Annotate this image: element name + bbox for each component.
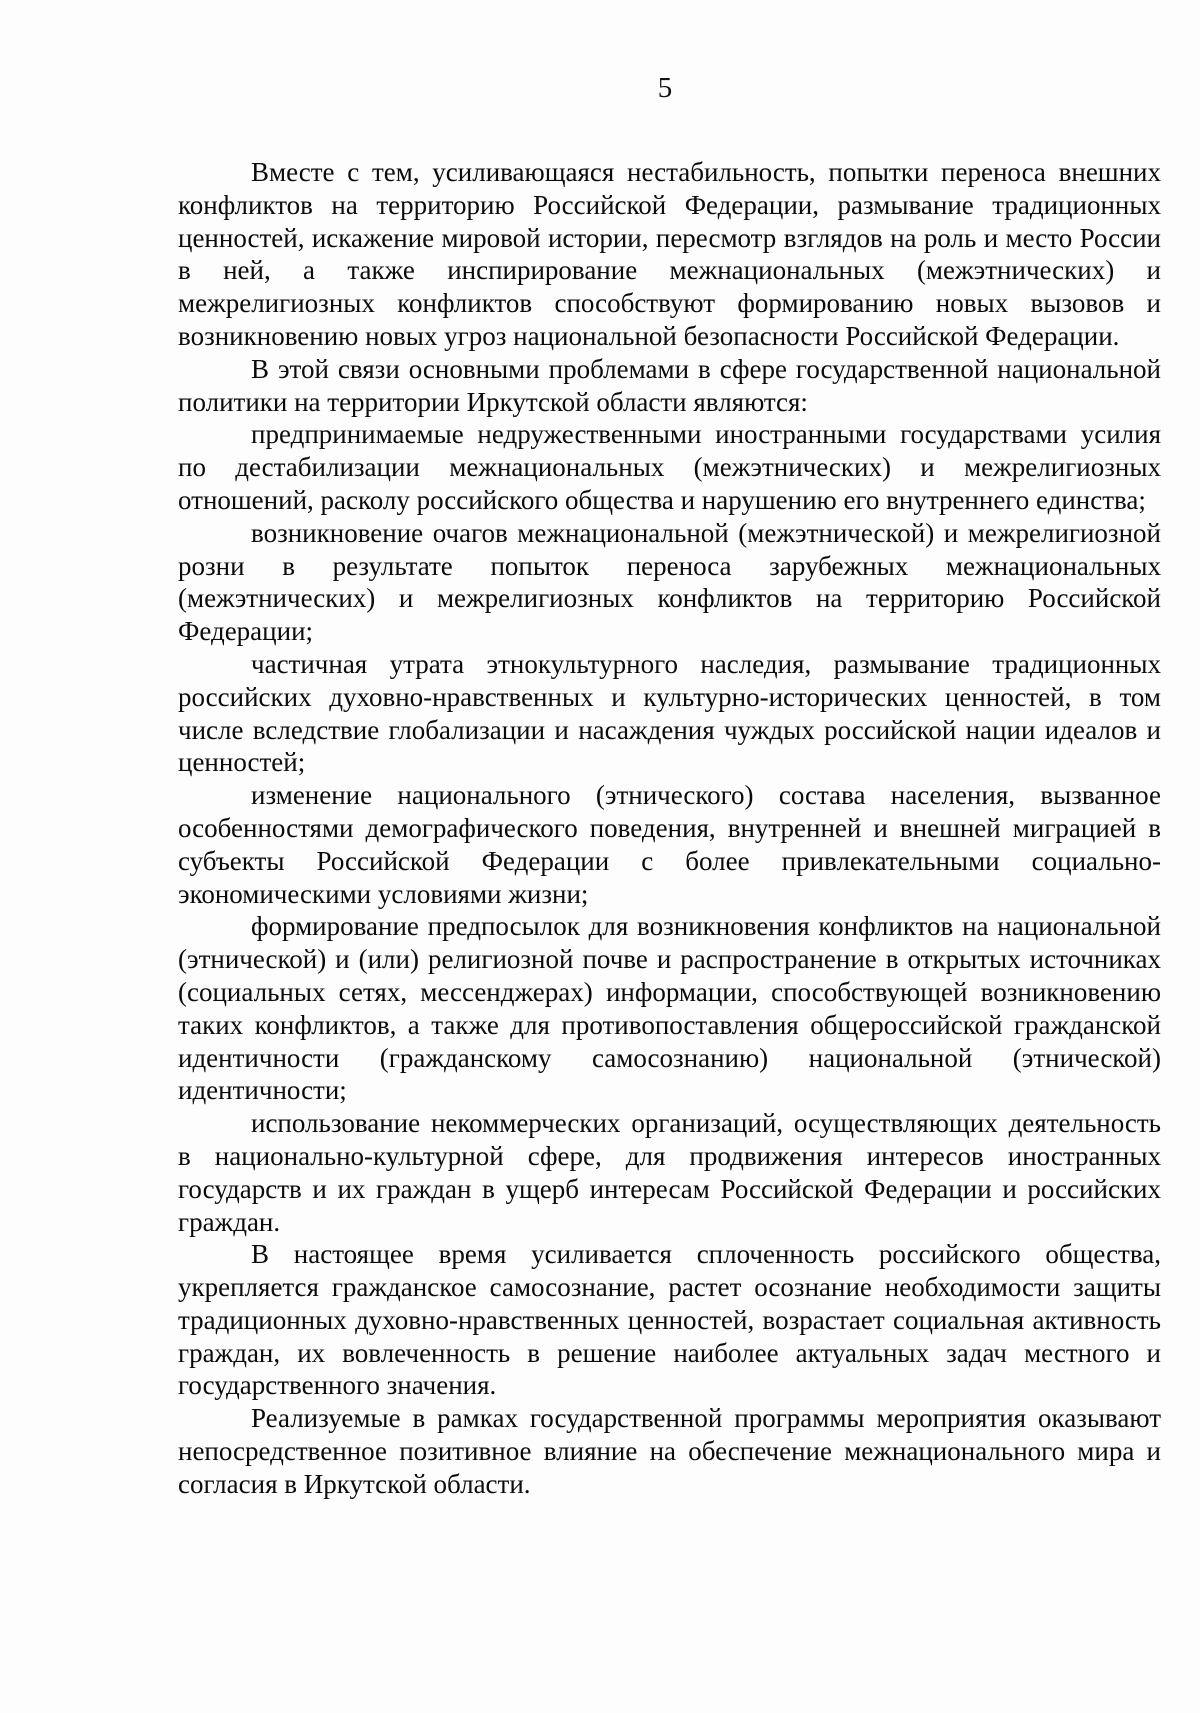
page-number: 5 bbox=[657, 72, 673, 104]
paragraph: В этой связи основными проблемами в сфере государственной национальной политики на территории Иркутской области являются: bbox=[178, 353, 1161, 417]
paragraph: использование некоммерческих организаций, осуществляющих деятельность в национально-культурной сфере, для продвижения интересов иностранных государств и их граждан в ущерб интересам Российской Федерации и российских граждан. bbox=[178, 1108, 1161, 1237]
paragraph: возникновение очагов межнациональной (межэтнической) и межрелигиозной розни в результате попыток переноса зарубежных межнациональных (межэтнических) и межрелигиозных конфликтов на территорию Российской Федерации; bbox=[178, 517, 1161, 647]
paragraph: изменение национального (этнического) состава населения, вызванное особенностями демографического поведения, внутренней и внешней миграцией в субъекты Российской Федерации с более привлекательными социально-экономическими условиями жизни; bbox=[178, 780, 1161, 909]
paragraph: Реализуемые в рамках государственной программы мероприятия оказывают непосредственное позитивное влияние на обеспечение межнационального мира и согласия в Иркутской области. bbox=[178, 1403, 1161, 1499]
paragraph: частичная утрата этнокультурного наследия, размывание традиционных российских духовно-нравственных и культурно-исторических ценностей, в том числе вследствие глобализации и насаждения чуждых российской нации идеалов и ценностей; bbox=[178, 648, 1161, 778]
paragraph: Вместе с тем, усиливающаяся нестабильность, попытки переноса внешних конфликтов на территорию Российской Федерации, размывание традиционных ценностей, искажение мировой истории, пересмотр взглядов на роль и место России в ней, а также инспирирование межнациональных (межэтнических) и межрелигиозных конфликтов способствуют формированию новых вызовов и возникновению новых угроз национальной безопасности Российской Федерации. bbox=[178, 157, 1161, 351]
paragraph: предпринимаемые недружественными иностранными государствами усилия по дестабилизации межнациональных (межэтнических) и межрелигиозных отношений, расколу российского общества и нарушению его внутреннего единства; bbox=[178, 419, 1161, 515]
document-body bbox=[178, 156, 1161, 1501]
paragraph: В настоящее время усиливается сплоченность российского общества, укрепляется гражданское самосознание, растет осознание необходимости защиты традиционных духовно-нравственных ценностей, возрастает социальная активность граждан, их вовлеченность в решение наиболее актуальных задач местного и государственного значения. bbox=[178, 1239, 1161, 1401]
paragraph: формирование предпосылок для возникновения конфликтов на национальной (этнической) и (или) религиозной почве и распространение в открытых источниках (социальных сетях, мессенджерах) информации, способствующей возникновению таких конфликтов, а также для противопоставления общероссийской гражданской идентичности (гражданскому самосознанию) национальной (этнической) идентичности; bbox=[178, 911, 1161, 1106]
